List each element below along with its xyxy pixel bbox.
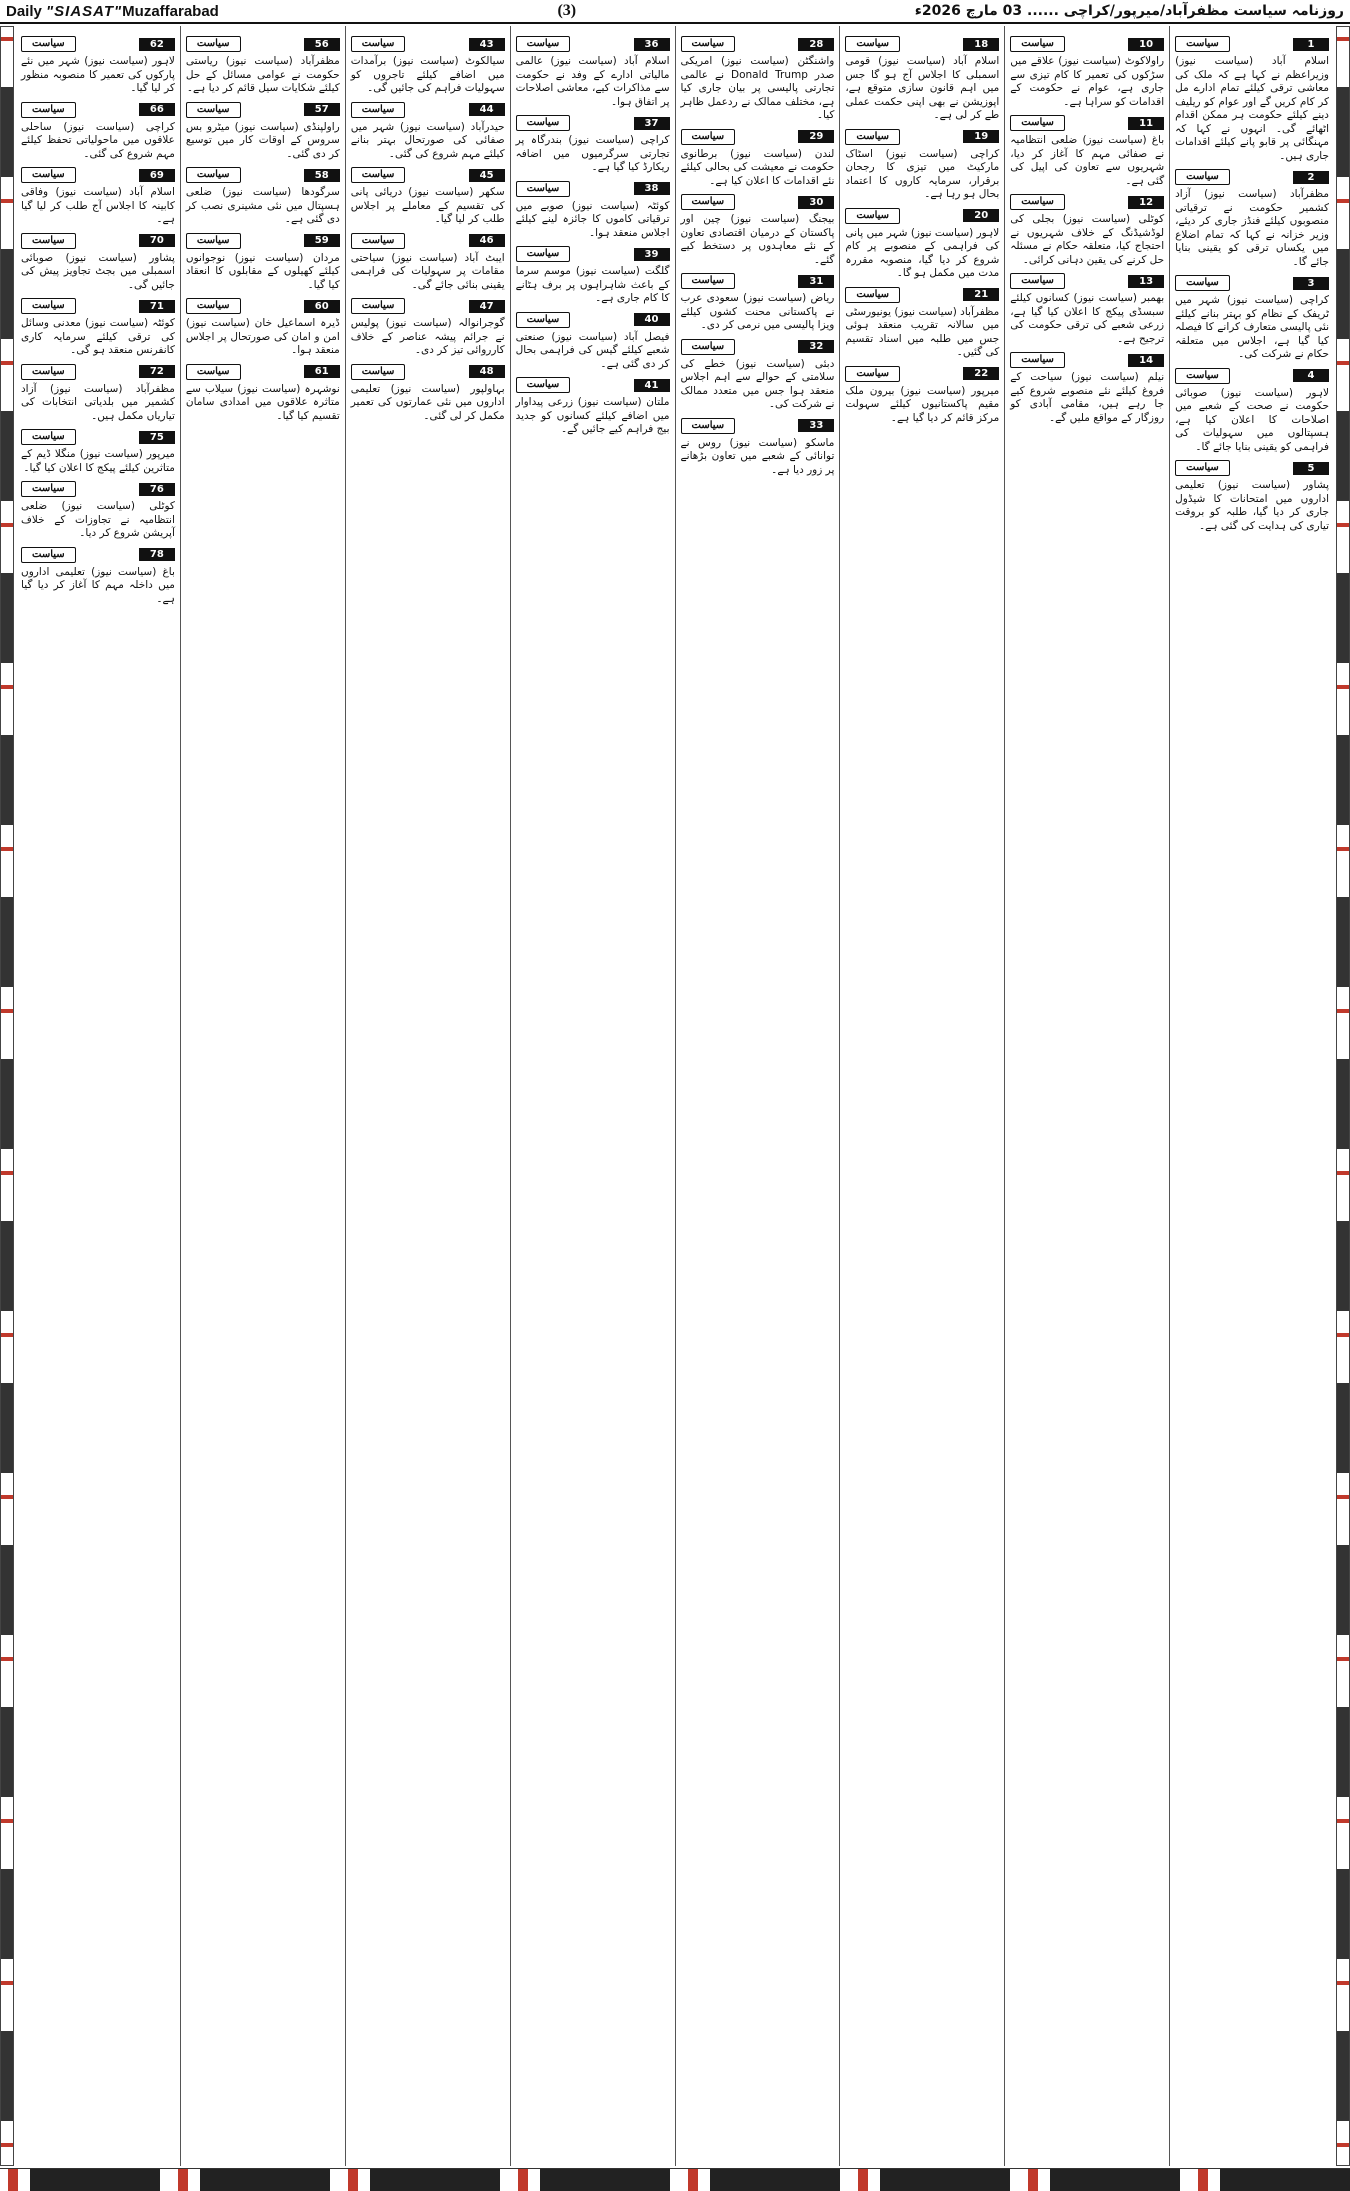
news-item-text: نوشہرہ (سیاست نیوز) سیلاب سے متاثرہ علاقوں میں امدادی سامان تقسیم کیا گیا۔ (185, 382, 340, 422)
news-item-text: کراچی (سیاست نیوز) شہر میں ٹریفک کے نظام کو بہتر بنانے کیلئے نئی پالیسی متعارف کرانے کا فیصلہ کیا گیا ہے، اجلاس میں متعلقہ حکام نے شرکت کی۔ (1175, 294, 1329, 360)
section-logo: سیاست (516, 36, 571, 52)
section-logo: سیاست (21, 167, 76, 183)
news-item-number: 70 (139, 234, 175, 247)
news-item-header (1175, 36, 1329, 52)
footer-border-strip (0, 2168, 1350, 2191)
news-item-number: 69 (139, 169, 175, 182)
news-item-header (516, 115, 670, 131)
news-item-number: 44 (469, 103, 505, 116)
news-item-number: 12 (1128, 196, 1164, 209)
news-item-header (1010, 36, 1164, 52)
right-border-strip (1336, 26, 1350, 2166)
news-item-header (1175, 368, 1329, 384)
section-logo: سیاست (186, 233, 241, 249)
news-item-number: 47 (469, 300, 505, 313)
news-item-number: 75 (139, 431, 175, 444)
news-item-number: 3 (1293, 277, 1329, 290)
news-item-text: باغ (سیاست نیوز) تعلیمی اداروں میں داخلہ مہم کا آغاز کر دیا گیا ہے۔ (21, 565, 175, 605)
news-item-number: 39 (634, 248, 670, 261)
news-item-text: سکھر (سیاست نیوز) دریائی پانی کی تقسیم کے معاملے پر اجلاس طلب کر لیا گیا۔ (350, 186, 505, 225)
news-item-number: 58 (304, 169, 340, 182)
masthead-english-title (6, 3, 219, 20)
section-logo: سیاست (21, 481, 76, 497)
section-logo: سیاست (21, 233, 76, 249)
section-logo: سیاست (351, 364, 406, 380)
news-item-text: بھمبر (سیاست نیوز) کسانوں کیلئے سبسڈی پیکج کا اعلان کیا گیا ہے، زرعی شعبے کی ترقی حکومت کی ترجیح ہے۔ (1010, 292, 1165, 345)
news-item-text: فیصل آباد (سیاست نیوز) صنعتی شعبے کیلئے گیس کی فراہمی بحال کر دی گئی ہے۔ (515, 330, 670, 370)
news-item-number: 36 (634, 38, 670, 51)
section-logo: سیاست (845, 208, 900, 224)
news-item-text: میرپور (سیاست نیوز) منگلا ڈیم کے متاثرین کیلئے پیکج کا اعلان کیا گیا۔ (21, 448, 175, 474)
news-item-header (351, 36, 505, 52)
section-logo: سیاست (1175, 368, 1230, 384)
news-item-text: پشاور (سیاست نیوز) صوبائی اسمبلی میں بجٹ تجاویز پیش کی جائیں گی۔ (21, 251, 175, 291)
news-item-header (1175, 275, 1329, 291)
news-item-text: اسلام آباد (سیاست نیوز) قومی اسمبلی کا اجلاس آج ہو گا جس میں اہم قانون سازی متوقع ہے، اپوزیشن نے بھی اپنی حکمت عملی طے کر لی ہے۔ (845, 55, 1000, 121)
news-item-number: 22 (963, 367, 999, 380)
news-item-header (1010, 115, 1164, 131)
news-columns (16, 26, 1334, 2166)
news-item-header (516, 377, 670, 393)
news-item-header (351, 233, 505, 249)
masthead-city: Muzaffarabad (122, 2, 219, 20)
news-item-number: 20 (963, 209, 999, 222)
section-logo: سیاست (21, 298, 76, 314)
news-item-text: مظفرآباد (سیاست نیوز) آزاد کشمیر میں بلدیاتی انتخابات کی تیاریاں مکمل ہیں۔ (21, 382, 175, 422)
news-item-text: مردان (سیاست نیوز) نوجوانوں کیلئے کھیلوں کے مقابلوں کا انعقاد کیا گیا۔ (185, 251, 340, 291)
news-item-header (21, 298, 175, 314)
section-logo: سیاست (351, 167, 406, 183)
section-logo: سیاست (516, 181, 571, 197)
news-item-number: 13 (1128, 275, 1164, 288)
news-item-text: ایبٹ آباد (سیاست نیوز) سیاحتی مقامات پر سہولیات کی فراہمی یقینی بنائی جائے گی۔ (350, 251, 505, 291)
news-item-number: 29 (798, 130, 834, 143)
news-item-text: ملتان (سیاست نیوز) زرعی پیداوار میں اضافے کیلئے کسانوں کو جدید بیج فراہم کیے جائیں گے۔ (515, 396, 670, 435)
news-item-text: ریاض (سیاست نیوز) سعودی عرب نے پاکستانی محنت کشوں کیلئے ویزا پالیسی میں نرمی کر دی۔ (680, 292, 835, 331)
news-item-text: لاہور (سیاست نیوز) شہر میں پانی کی فراہمی کے منصوبے پر کام شروع کر دیا گیا، منصوبہ مقررہ مدت میں مکمل ہو گا۔ (845, 226, 1000, 279)
news-item-header (21, 364, 175, 380)
news-item-header (516, 312, 670, 328)
news-item-header (351, 167, 505, 183)
news-item-text: اسلام آباد (سیاست نیوز) وفاقی کابینہ کا اجلاس آج طلب کر لیا گیا ہے۔ (21, 186, 175, 225)
news-item-header (681, 194, 835, 210)
news-item-text: لندن (سیاست نیوز) برطانوی حکومت نے معیشت کی بحالی کیلئے نئے اقدامات کا اعلان کیا ہے۔ (680, 147, 835, 187)
section-logo: سیاست (681, 194, 736, 210)
news-item-text: کراچی (سیاست نیوز) بندرگاہ پر تجارتی سرگرمیوں میں اضافہ ریکارڈ کیا گیا ہے۔ (515, 134, 670, 173)
news-item-text: کوئٹہ (سیاست نیوز) صوبے میں ترقیاتی کاموں کا جائزہ لینے کیلئے اجلاس منعقد ہوا۔ (515, 199, 670, 239)
news-item-number: 4 (1293, 369, 1329, 382)
news-item-text: راولپنڈی (سیاست نیوز) میٹرو بس سروس کے اوقات کار میں توسیع کر دی گئی۔ (185, 120, 340, 160)
news-item-number: 28 (798, 38, 834, 51)
news-item-number: 71 (139, 300, 175, 313)
news-item-text: بیجنگ (سیاست نیوز) چین اور پاکستان کے درمیان اقتصادی تعاون کے نئے معاہدوں پر دستخط کیے گئے۔ (680, 213, 835, 266)
news-item-number: 48 (469, 365, 505, 378)
news-item-number: 41 (634, 379, 670, 392)
section-logo: سیاست (681, 339, 736, 355)
news-item-text: سرگودھا (سیاست نیوز) ضلعی ہسپتال میں نئی مشینری نصب کر دی گئی ہے۔ (185, 186, 340, 225)
news-item-number: 5 (1293, 462, 1329, 475)
news-item-header (21, 233, 175, 249)
section-logo: سیاست (681, 418, 736, 434)
news-item-text: نیلم (سیاست نیوز) سیاحت کے فروغ کیلئے نئے منصوبے شروع کیے جا رہے ہیں، مقامی آبادی کو روزگار کے مواقع ملیں گے۔ (1010, 371, 1165, 424)
news-column (1169, 26, 1334, 2166)
section-logo: سیاست (351, 36, 406, 52)
news-item-number: 61 (304, 365, 340, 378)
news-item-header (845, 208, 999, 224)
news-item-header (845, 36, 999, 52)
news-item-number: 33 (798, 419, 834, 432)
section-logo: سیاست (351, 102, 406, 118)
news-item-number: 46 (469, 234, 505, 247)
news-item-text: مظفرآباد (سیاست نیوز) ریاستی حکومت نے عوامی مسائل کے حل کیلئے شکایات سیل قائم کر دیا ہے۔ (185, 55, 340, 94)
news-item-text: حیدرآباد (سیاست نیوز) شہر میں صفائی کی صورتحال بہتر بنانے کیلئے مہم شروع کی گئی۔ (350, 120, 505, 160)
news-item-header (186, 36, 340, 52)
news-column (180, 26, 345, 2166)
section-logo: سیاست (516, 246, 571, 262)
news-item-text: دبئی (سیاست نیوز) خطے کی سلامتی کے حوالے سے اہم اجلاس منعقد ہوا جس میں متعدد ممالک نے شرکت کی۔ (680, 357, 835, 410)
section-logo: سیاست (845, 287, 900, 303)
news-item-text: راولاکوٹ (سیاست نیوز) علاقے میں سڑکوں کی تعمیر کا کام تیزی سے جاری ہے، عوام نے حکومت کے اقدامات کو سراہا ہے۔ (1010, 55, 1165, 108)
news-column (16, 26, 180, 2166)
news-item-header (21, 102, 175, 118)
news-item-header (351, 364, 505, 380)
news-item-number: 56 (304, 38, 340, 51)
section-logo: سیاست (516, 115, 571, 131)
news-item-text: واشنگٹن (سیاست نیوز) امریکی صدر Donald Trump نے عالمی تجارتی پالیسی پر بیان جاری کیا ہے، مختلف ممالک نے ردعمل ظاہر کیا۔ (680, 55, 835, 121)
news-item-header (186, 298, 340, 314)
news-item-number: 38 (634, 182, 670, 195)
section-logo: سیاست (1010, 352, 1065, 368)
news-item-text: بہاولپور (سیاست نیوز) تعلیمی اداروں میں نئی عمارتوں کی تعمیر مکمل کر لی گئی۔ (350, 382, 505, 422)
news-item-header (186, 364, 340, 380)
masthead-prefix: Daily (6, 2, 42, 20)
news-item-text: گلگت (سیاست نیوز) موسم سرما کے باعث شاہراہوں پر برف ہٹانے کا کام جاری ہے۔ (515, 265, 670, 304)
news-item-header (516, 181, 670, 197)
news-item-number: 14 (1128, 354, 1164, 367)
news-item-header (21, 429, 175, 445)
news-item-number: 37 (634, 117, 670, 130)
news-item-number: 43 (469, 38, 505, 51)
news-item-header (1175, 169, 1329, 185)
section-logo: سیاست (351, 233, 406, 249)
news-item-header (186, 233, 340, 249)
news-item-text: کوٹلی (سیاست نیوز) بجلی کی لوڈشیڈنگ کے خلاف شہریوں نے احتجاج کیا، متعلقہ حکام نے مسئلہ حل کرنے کی یقین دہانی کرائی۔ (1010, 213, 1165, 266)
news-item-number: 59 (304, 234, 340, 247)
section-logo: سیاست (21, 547, 76, 563)
news-item-text: اسلام آباد (سیاست نیوز) عالمی مالیاتی ادارے کے وفد نے حکومت سے مذاکرات کیے، معاشی اصلاحات پر اتفاق ہوا۔ (515, 55, 670, 108)
masthead-brand: "SIASAT" (46, 2, 123, 20)
news-item-number: 78 (139, 548, 175, 561)
news-item-text: ماسکو (سیاست نیوز) روس نے توانائی کے شعبے میں تعاون بڑھانے پر زور دیا ہے۔ (680, 436, 835, 476)
news-item-number: 60 (304, 300, 340, 313)
section-logo: سیاست (845, 366, 900, 382)
news-item-text: لاہور (سیاست نیوز) صوبائی حکومت نے صحت کے شعبے میں اصلاحات کا اعلان کیا ہے، ہسپتالوں میں سہولیات کی فراہمی کو یقینی بنایا جائے گا۔ (1175, 386, 1329, 453)
news-item-header (186, 167, 340, 183)
news-item-header (516, 36, 670, 52)
news-item-text: باغ (سیاست نیوز) ضلعی انتظامیہ نے صفائی مہم کا آغاز کر دیا، شہریوں سے تعاون کی اپیل کی گئی ہے۔ (1010, 134, 1165, 187)
news-item-header (681, 36, 835, 52)
news-item-header (21, 167, 175, 183)
news-item-header (1010, 194, 1164, 210)
news-item-number: 18 (963, 38, 999, 51)
news-item-text: میرپور (سیاست نیوز) بیرون ملک مقیم پاکستانیوں کیلئے سہولت مرکز قائم کر دیا گیا ہے۔ (845, 384, 1000, 424)
news-item-number: 40 (634, 313, 670, 326)
news-item-number: 1 (1293, 38, 1329, 51)
news-item-header (1010, 352, 1164, 368)
news-item-number: 11 (1128, 117, 1164, 130)
page-number: (3) (557, 2, 577, 19)
news-item-header (681, 339, 835, 355)
news-item-number: 62 (139, 38, 175, 51)
news-column (675, 26, 840, 2166)
section-logo: سیاست (1175, 169, 1230, 185)
section-logo: سیاست (845, 129, 900, 145)
section-logo: سیاست (1175, 460, 1230, 476)
news-column (1004, 26, 1169, 2166)
news-item-number: 10 (1128, 38, 1164, 51)
news-item-number: 76 (139, 483, 175, 496)
section-logo: سیاست (186, 364, 241, 380)
news-item-text: پشاور (سیاست نیوز) تعلیمی اداروں میں امتحانات کا شیڈول جاری کر دیا گیا، طلبہ کو بروقت تیاری کی ہدایت کی گئی ہے۔ (1175, 479, 1329, 532)
section-logo: سیاست (1010, 36, 1065, 52)
section-logo: سیاست (21, 36, 76, 52)
section-logo: سیاست (186, 298, 241, 314)
news-column (839, 26, 1004, 2166)
news-item-number: 66 (139, 103, 175, 116)
section-logo: سیاست (681, 36, 736, 52)
news-item-header (845, 129, 999, 145)
news-item-number: 72 (139, 365, 175, 378)
section-logo: سیاست (186, 36, 241, 52)
news-item-text: کراچی (سیاست نیوز) اسٹاک مارکیٹ میں تیزی کا رجحان برقرار، سرمایہ کاروں کا اعتماد بحال ہو رہا ہے۔ (845, 147, 1000, 200)
news-item-header (845, 366, 999, 382)
news-item-text: مظفرآباد (سیاست نیوز) آزاد کشمیر حکومت نے ترقیاتی منصوبوں کیلئے فنڈز جاری کر دیئے، وزیر خزانہ نے کہا کہ تمام اضلاع میں یکساں ترقی کو یقینی بنایا جائے گا۔ (1175, 188, 1329, 268)
news-item-text: کراچی (سیاست نیوز) ساحلی علاقوں میں ماحولیاتی تحفظ کیلئے مہم شروع کی گئی۔ (21, 120, 175, 160)
news-item-text: مظفرآباد (سیاست نیوز) یونیورسٹی میں سالانہ تقریب منعقد ہوئی جس میں طلبہ میں اسناد تقسیم کی گئیں۔ (845, 305, 1000, 358)
news-item-text: لاہور (سیاست نیوز) شہر میں نئے پارکوں کی تعمیر کا منصوبہ منظور کر لیا گیا۔ (21, 55, 175, 94)
news-column (345, 26, 510, 2166)
news-item-header (516, 246, 670, 262)
news-item-text: کوئٹہ (سیاست نیوز) معدنی وسائل کی ترقی کیلئے سرمایہ کاری کانفرنس منعقد ہو گی۔ (21, 317, 175, 356)
news-item-text: اسلام آباد (سیاست نیوز) وزیراعظم نے کہا ہے کہ ملک کی معاشی ترقی کیلئے تمام ادارے مل کر کام کریں گے اور عوام کو ریلیف دینے کیلئے حکومت ہر ممکن اقدام اٹھائے گی۔ انہوں نے کہا کہ مہنگائی پر قابو پانے کیلئے اقدامات جاری ہیں۔ (1175, 55, 1329, 162)
section-logo: سیاست (516, 377, 571, 393)
section-logo: سیاست (1175, 275, 1230, 291)
section-logo: سیاست (21, 102, 76, 118)
section-logo: سیاست (351, 298, 406, 314)
section-logo: سیاست (1010, 273, 1065, 289)
news-item-header (1010, 273, 1164, 289)
news-item-number: 2 (1293, 171, 1329, 184)
section-logo: سیاست (681, 129, 736, 145)
news-item-header (21, 547, 175, 563)
news-item-number: 32 (798, 340, 834, 353)
news-item-number: 45 (469, 169, 505, 182)
news-column (510, 26, 675, 2166)
news-item-header (845, 287, 999, 303)
news-item-header (351, 298, 505, 314)
news-item-text: سیالکوٹ (سیاست نیوز) برآمدات میں اضافے کیلئے تاجروں کو سہولیات فراہم کی جائیں گی۔ (350, 55, 505, 94)
news-item-number: 31 (798, 275, 834, 288)
section-logo: سیاست (186, 167, 241, 183)
section-logo: سیاست (21, 429, 76, 445)
news-item-number: 30 (798, 196, 834, 209)
news-item-header (681, 129, 835, 145)
news-item-text: ڈیرہ اسماعیل خان (سیاست نیوز) امن و امان کی صورتحال پر اجلاس منعقد ہوا۔ (185, 317, 340, 356)
section-logo: سیاست (516, 312, 571, 328)
news-item-number: 21 (963, 288, 999, 301)
news-item-number: 19 (963, 130, 999, 143)
news-item-header (186, 102, 340, 118)
news-item-header (681, 418, 835, 434)
masthead (0, 0, 1350, 24)
news-item-header (21, 481, 175, 497)
news-item-text: کوٹلی (سیاست نیوز) ضلعی انتظامیہ نے تجاوزات کے خلاف آپریشن شروع کر دیا۔ (21, 500, 175, 539)
section-logo: سیاست (186, 102, 241, 118)
news-item-number: 57 (304, 103, 340, 116)
news-item-header (21, 36, 175, 52)
news-item-text: گوجرانوالہ (سیاست نیوز) پولیس نے جرائم پیشہ عناصر کے خلاف کارروائی تیز کر دی۔ (350, 317, 505, 356)
masthead-urdu-title: روزنامہ سیاست مظفرآباد/میرپور/کراچی ...... 03 مارچ 2026ء (914, 3, 1344, 19)
section-logo: سیاست (1010, 115, 1065, 131)
left-border-strip (0, 26, 14, 2166)
news-item-header (351, 102, 505, 118)
section-logo: سیاست (21, 364, 76, 380)
section-logo: سیاست (845, 36, 900, 52)
news-item-header (681, 273, 835, 289)
news-item-header (1175, 460, 1329, 476)
section-logo: سیاست (1175, 36, 1230, 52)
section-logo: سیاست (681, 273, 736, 289)
section-logo: سیاست (1010, 194, 1065, 210)
